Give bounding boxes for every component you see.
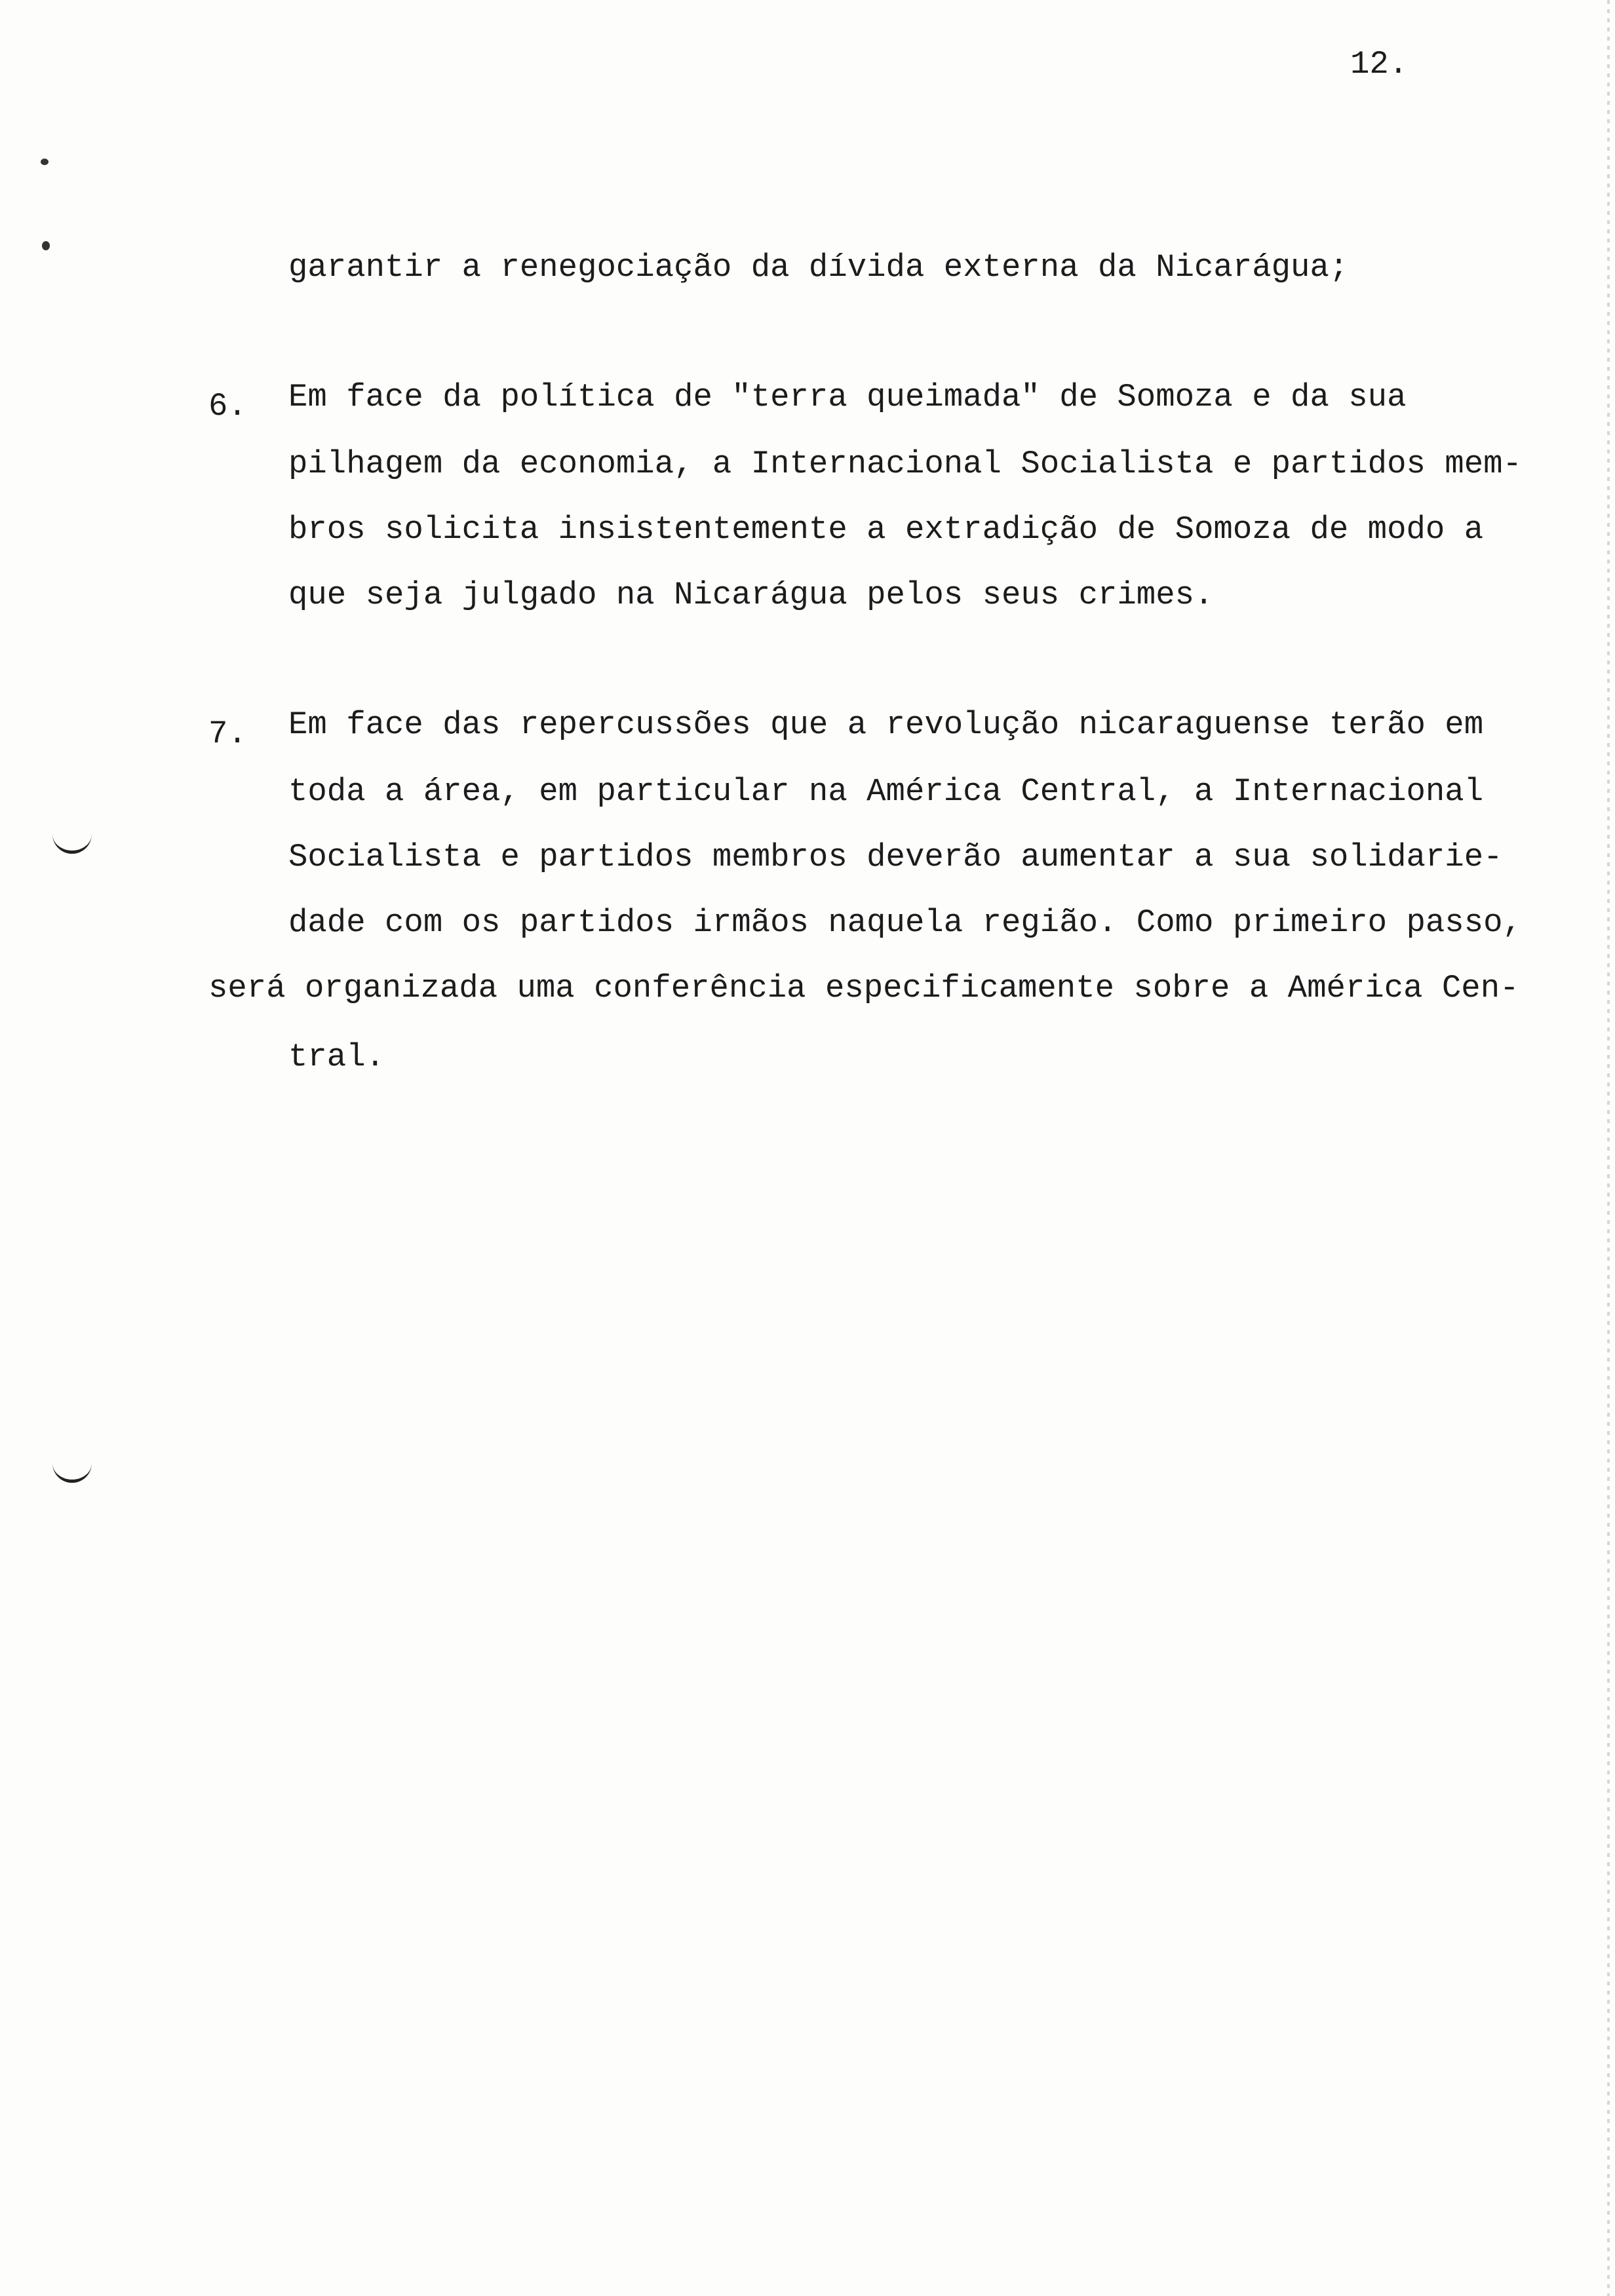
punch-hole: [52, 832, 92, 854]
punch-mark: [41, 159, 49, 165]
item-line: dade com os partidos irmãos naquela região. Como primeiro passo,: [288, 904, 1522, 941]
page-number: 12.: [1350, 46, 1409, 83]
punch-mark: [42, 241, 50, 250]
item-line: pilhagem da economia, a Internacional Socialista e partidos mem-: [288, 446, 1522, 482]
punch-hole: [52, 1461, 92, 1483]
continuation-line: garantir a renegociação da dívida externa da Nicarágua;: [288, 249, 1349, 286]
item-line: Socialista e partidos membros deverão aumentar a sua solidarie-: [288, 839, 1503, 875]
item-number: 6.: [208, 388, 247, 425]
scan-edge: [1607, 0, 1610, 2296]
item-line: bros solicita insistentemente a extradição de Somoza de modo a: [288, 511, 1484, 548]
item-line: Em face da política de "terra queimada" de Somoza e da sua: [288, 379, 1407, 415]
item-line: Em face das repercussões que a revolução nicaraguense terão em: [288, 706, 1484, 743]
item-line: tral.: [288, 1039, 385, 1075]
item-number: 7.: [208, 716, 247, 752]
item-line: será organizada uma conferência especificamente sobre a América Cen-: [208, 970, 1519, 1006]
item-line: que seja julgado na Nicarágua pelos seus crimes.: [288, 577, 1214, 613]
item-line: toda a área, em particular na América Central, a Internacional: [288, 773, 1484, 810]
